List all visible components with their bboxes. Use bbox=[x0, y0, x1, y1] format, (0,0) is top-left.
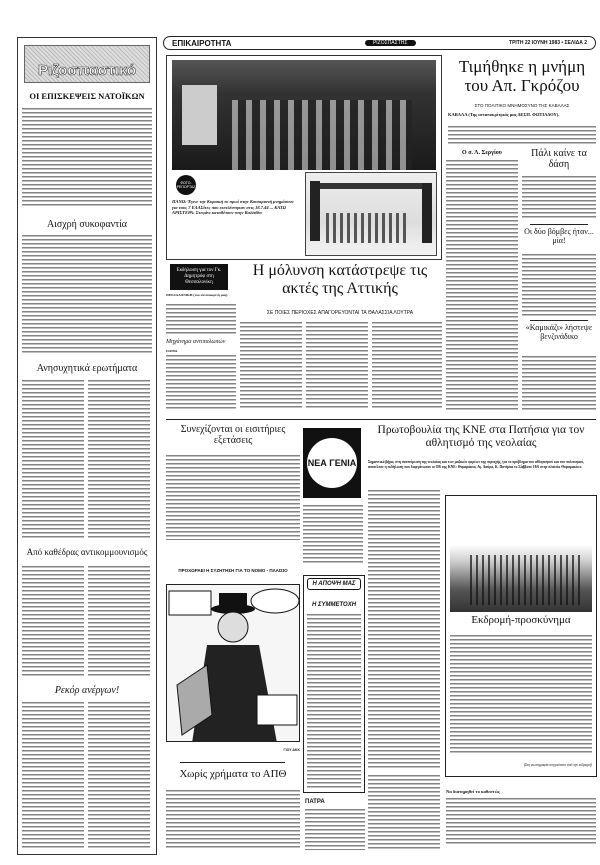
article-body bbox=[22, 108, 152, 206]
rizospastiko-logo bbox=[24, 45, 150, 83]
dimitrov-title: Εκδήλωση για τον Γκ. Δημητρόφ στη Θεσσαλονίκη bbox=[176, 268, 222, 285]
bottom-photo bbox=[305, 172, 437, 256]
grozos-lead: ΚΑΒΑΛΑ (Της ανταποκρίτριάς μας ΔΕΣΠ. ΦΩΤΙΑΔΟΥ). bbox=[448, 112, 560, 117]
article-body bbox=[372, 322, 442, 410]
grozos-subhead: Ο σ. Λ. Σεργίου bbox=[462, 150, 502, 156]
article-body bbox=[22, 380, 84, 538]
brief-title: «Καμικάζι» λήστεψε βενζινάδικο bbox=[525, 323, 593, 341]
side-brief-lead: ΠΑΤΡΑ bbox=[166, 349, 178, 353]
excursion-title: Εκδρομή-προσκύνημα bbox=[471, 614, 571, 626]
article-title: Ανησυχητικά ερωτήματα bbox=[36, 363, 138, 374]
dimitrov-lead: ΘΕΣΣΑΛΟΝΙΚΗ (του ανταποκριτή μας). bbox=[166, 293, 229, 297]
article-body bbox=[446, 160, 518, 410]
article-body bbox=[522, 356, 596, 410]
photo-caption: ΠΑΝΩ: Έγινε την Κυριακή το πρωί στην Καισαριανή μνημόσυνο για τους 7 ΕΛΑΣίτες που εκτελέστηκαν στις 18.7.44 ... ΚΑΤΩ ΑΡΙΣΤΕΡΑ: Στεφάνι καταθέτουν στην Καλλιθέα bbox=[172, 199, 294, 216]
article-body bbox=[446, 798, 596, 845]
photo-reportage-badge bbox=[176, 175, 196, 195]
date-page: ΤΡΙΤΗ 22 ΙΟΥΝΗ 1983 • ΣΕΛΙΔΑ 2 bbox=[509, 40, 587, 46]
article-body bbox=[22, 235, 152, 355]
article-body bbox=[166, 790, 300, 850]
cartoon-title: ΠΡΟΧΩΡΑΕΙ Η ΣΥΖΗΤΗΣΗ ΓΙΑ ΤΟ ΝΟΜΟ - ΠΛΑΙΣΙΟ bbox=[178, 568, 288, 573]
kne-lead: Σημαντικό βήμα, στη συσπείρωση της νεολαίας και των μαζικών φορέων της περιοχής, για το πρόβλημα του αθλητισμού και του πολιτισμού, αποτέλεσε η εκδήλωση που διοργάνωσαν οι ΟΒ της ΚΝΕ: Θυμαράκια, Αγ. Λαύρα, Κ. Πατήσια το Σάββατο 18/6 στην πλατεία Θυμαρακίων. bbox=[368, 460, 584, 469]
article-body bbox=[166, 455, 300, 540]
exams-title: Συνεχίζονται οι εισιτήριες εξετάσεις bbox=[180, 424, 286, 446]
article-body bbox=[22, 702, 84, 850]
article-title: Αισχρή συκοφαντία bbox=[46, 219, 128, 230]
brief-title: Οι δύο βόμβες ήταν... μία! bbox=[524, 227, 594, 245]
grozos-title: Τιμήθηκε η μνήμη του Απ. Γκρόζου bbox=[458, 57, 586, 95]
article-body bbox=[448, 126, 596, 146]
patra-lead: ΠΑΤΡΑ bbox=[305, 799, 325, 805]
pollution-subtitle: ΣΕ ΠΟΙΕΣ ΠΕΡΙΟΧΕΣ ΑΠΑΓΟΡΕΥΟΝΤΑΙ ΤΑ ΘΑΛΑΣΣΙΑ ΛΟΥΤΡΑ bbox=[266, 310, 414, 316]
article-body bbox=[307, 614, 361, 788]
section-name: ΕΠΙΚΑΙΡΟΤΗΤΑ bbox=[172, 38, 232, 48]
dimitrov-box bbox=[170, 264, 228, 290]
article-body bbox=[450, 635, 592, 755]
side-brief-title: Μηχάνημα αντιπαλωπών bbox=[166, 339, 226, 345]
article-body bbox=[166, 304, 236, 336]
article-body bbox=[522, 254, 596, 316]
article-body bbox=[240, 322, 302, 410]
excursion-footnote: (Στη φωτογραφία στιγμιότυπο από την εκδρομή) bbox=[523, 763, 592, 767]
divider bbox=[166, 419, 596, 420]
brief-title: Πάλι καίνε τα δάση bbox=[531, 148, 587, 170]
pollution-title: Η μόλυνση κατάστρεψε τις ακτές της Αττικής bbox=[252, 262, 428, 297]
nea-genia-text: ΝΕΑ ΓΕΝΙΑ bbox=[307, 438, 357, 488]
article-body bbox=[306, 322, 368, 410]
article-title: Από καθέδρας αντικομμουνισμός bbox=[26, 547, 148, 557]
badge-text: ΦΩΤΟ-ΡΕΠΟΡΤΑΖ bbox=[176, 181, 196, 189]
opinion-label: Η ΑΠΟΨΗ ΜΑΣ bbox=[307, 578, 361, 590]
article-body bbox=[166, 355, 236, 409]
opinion-title: Η ΣΥΜΜΕΤΟΧΗ bbox=[311, 602, 357, 608]
article-body bbox=[88, 566, 150, 676]
article-title: ΟΙ ΕΠΙΣΚΕΨΕΙΣ ΝΑΤΟΪΚΩΝ bbox=[29, 91, 145, 101]
article-body bbox=[88, 702, 150, 850]
article-body bbox=[522, 176, 596, 220]
article-body bbox=[22, 566, 84, 676]
excursion-photo bbox=[450, 500, 592, 612]
kne-title: Πρωτοβουλία της ΚΝΕ στα Πατήσια για τον αθλητισμό της νεολαίας bbox=[377, 424, 585, 449]
top-photo bbox=[172, 60, 436, 170]
cartoon bbox=[166, 584, 300, 742]
article-title: Ρεκόρ ανέργων! bbox=[54, 685, 120, 696]
cartoon-signature: ΓΙΟΥ ΑΚΚ bbox=[283, 748, 300, 752]
article-body bbox=[88, 380, 150, 538]
article-body bbox=[305, 809, 365, 850]
grozos-subtitle: ΣΤΟ ΠΟΛΙΤΙΚΟ ΜΝΗΜΟΣΥΝΟ ΤΗΣ ΚΑΒΑΛΑΣ bbox=[474, 103, 570, 108]
article-body bbox=[368, 775, 440, 850]
apth-title: Χωρίς χρήματα το ΑΠΘ bbox=[179, 768, 287, 780]
bottom-right-lead: Να διατηρηθεί το καθεστώς bbox=[446, 789, 500, 794]
nea-genia-logo bbox=[303, 428, 361, 498]
article-body bbox=[368, 490, 440, 770]
logo-text: Ριζοσπαστικό bbox=[37, 62, 137, 79]
paper-name-badge: ΡΙΖΟΣΠΑΣΤΗΣ bbox=[365, 40, 416, 46]
section-header-bar bbox=[163, 36, 596, 50]
article-body bbox=[303, 505, 363, 563]
